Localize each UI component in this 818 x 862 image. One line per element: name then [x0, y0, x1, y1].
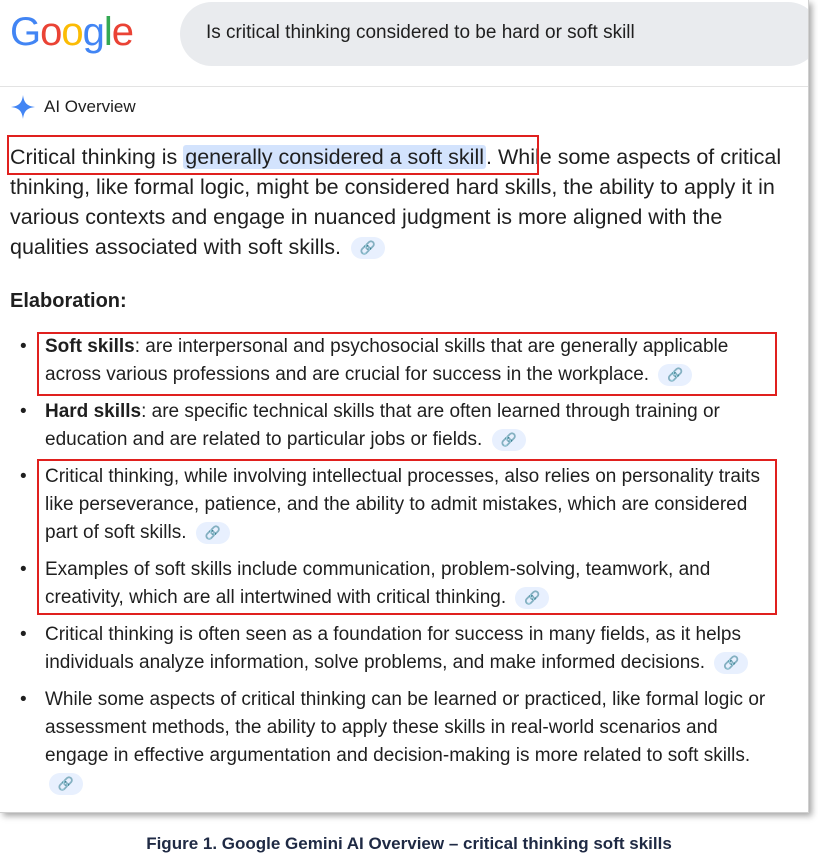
- search-box[interactable]: [180, 2, 809, 66]
- link-icon[interactable]: 🔗: [515, 587, 549, 609]
- link-icon[interactable]: 🔗: [196, 522, 230, 544]
- bullet-text: : are interpersonal and psychosocial skills that are generally applicable across various professions and are crucial for success in the workplace.: [45, 336, 729, 385]
- search-query[interactable]: Is critical thinking considered to be hard or soft skill: [206, 22, 635, 43]
- google-logo[interactable]: [10, 10, 133, 55]
- logo-letter: o: [61, 10, 83, 54]
- bullet-text: Examples of soft skills include communication, problem-solving, teamwork, and creativity, which are all intertwined with critical thinking.: [45, 559, 711, 608]
- link-icon[interactable]: 🔗: [49, 773, 83, 795]
- link-icon[interactable]: 🔗: [714, 652, 748, 674]
- bullet-bold: Hard skills: [45, 401, 142, 422]
- bullet-text: Critical thinking is often seen as a foundation for success in many fields, as it helps individuals analyze information, solve problems, and make informed decisions.: [45, 624, 741, 673]
- logo-letter: o: [40, 10, 62, 54]
- link-icon[interactable]: 🔗: [492, 429, 526, 451]
- bullet-text: While some aspects of critical thinking can be learned or practiced, like formal logic or assessment methods, the ability to apply these skills in real-world scenarios and engage in effective argumentation and decision-making is more related to soft skills.: [45, 689, 766, 766]
- search-header: [0, 0, 808, 87]
- intro-prefix: Critical thinking is: [10, 145, 184, 169]
- bullet-bold: Soft skills: [45, 336, 135, 357]
- bullet-text: Critical thinking, while involving intellectual processes, also relies on personality traits like perseverance, patience, and the ability to admit mistakes, which are considered part of soft skills.: [45, 466, 760, 543]
- link-icon[interactable]: 🔗: [658, 364, 692, 386]
- screenshot-frame: Google Is critical thinking considered to be hard or soft skill AI Overview Critical thinking is generally considered a soft skill. While some aspects of critical thinking, like formal logic, might be considered hard skills, the ability to apply it in various contexts and engage in nuanced judgment is more aligned with the qualities associated with soft skills. 🔗 Elaboration: • Soft skills: are interpersonal and psychosocial skills that are generally applicable across various professions and are crucial for success in the workplace. 🔗 • Hard skills: are specific technical skills that are often learned through training or education and are related to particular jobs or fields. 🔗 • Critical thinking, while involving intellectual processes, also relies on personality traits like perseverance, patience, and the ability to admit mistakes, which are considered part of soft skills. 🔗 • Examples of soft skills include communication, problem-solving, teamwork, and creativity, which are all intertwined with critical thinking. 🔗 • Critical thinking is often seen as a foundation for success in many fields, as it helps individuals analyze information, solve problems, and make informed decisions. 🔗 • While some aspects of critical thinking can be learned or practiced, like formal logic or assessment methods, the ability to apply these skills in real-world scenarios and engage in effective argumentation and decision-making is more related to soft skills. 🔗: [0, 0, 809, 813]
- elaboration-heading: Elaboration:: [10, 290, 127, 312]
- intro-rest: . While some aspects of critical thinking, like formal logic, might be considered hard skills, the ability to apply it in various contexts and engage in nuanced judgment is more aligned with the qualities associated with soft skills.: [10, 145, 782, 259]
- ai-overview-label: AI Overview: [44, 97, 136, 116]
- sparkle-icon: [10, 94, 36, 120]
- logo-letter: G: [10, 10, 41, 54]
- link-icon[interactable]: 🔗: [351, 237, 385, 259]
- logo-letter: e: [111, 10, 134, 54]
- logo-letter: l: [103, 10, 112, 54]
- figure-caption: Figure 1. Google Gemini AI Overview – critical thinking soft skills: [146, 834, 672, 853]
- ai-overview-header: [10, 94, 136, 120]
- overview-paragraph: [10, 142, 800, 262]
- bullet-text: : are specific technical skills that are often learned through training or education and are related to particular jobs or fields.: [45, 401, 720, 450]
- highlighted-answer[interactable]: generally considered a soft skill: [185, 145, 485, 169]
- logo-letter: g: [82, 10, 104, 54]
